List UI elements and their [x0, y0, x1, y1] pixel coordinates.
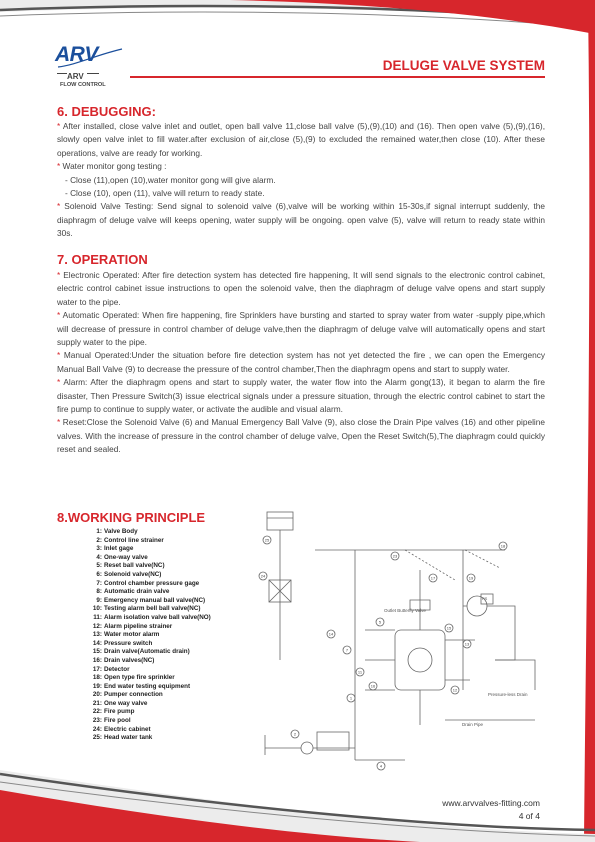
- legend-item: [80, 674, 211, 683]
- legend-number: 22:: [92, 708, 102, 716]
- legend-label: Alarm pipeline strainer: [104, 622, 173, 630]
- paragraph: * Alarm: After the diaphragm opens and start to supply water, the water flow into the Alarm gong(13), it began to alarm the fire disaster, Then Pressure Switch(3) issue electrical signals under a pressure situation, through the electric control cabinet to start the fire pump to continue to supply water, or activate the audible and visual alarm.: [57, 377, 545, 415]
- header-rule: [130, 76, 545, 78]
- control-lines: [365, 630, 395, 690]
- legend-item: [80, 717, 211, 726]
- legend-number: 11:: [93, 613, 102, 621]
- legend-label: Control chamber pressure gage: [104, 579, 200, 587]
- paragraph: * Solenoid Valve Testing: Send signal to solenoid valve (6),valve will be working within 15-30s,if signal interrupt suddenly, the diaphragm of deluge valve will keeps opening, water supply will be ongoing. open valve (5), valve will return to ready state within 30s.: [57, 201, 545, 239]
- legend-number: 13:: [92, 631, 102, 639]
- legend-item: [80, 580, 211, 589]
- fire-pump: [301, 742, 313, 754]
- system-schematic-diagram: [255, 510, 550, 772]
- document-title: DELUGE VALVE SYSTEM: [382, 58, 545, 73]
- legend-label: Reset ball valve(NC): [104, 562, 165, 570]
- legend-number: 2:: [96, 536, 102, 544]
- legend-number: 18:: [92, 674, 102, 682]
- legend-number: 25:: [92, 734, 102, 742]
- callout-number: 13: [464, 641, 470, 647]
- callout-number: 7: [345, 647, 349, 653]
- callout-number: 19: [468, 575, 474, 581]
- callout-number: 16: [370, 683, 376, 689]
- legend-label: Solenoid valve(NC): [104, 570, 162, 578]
- paragraph: * Manual Operated:Under the situation before fire detection system has not yet detected the fire , we can open the Emergency Manual Ball Valve (9) to decrease the pressure of the control chamber,Then the diaphragm opens and start to supply water.: [57, 350, 545, 374]
- callout-markers: [259, 536, 507, 770]
- fire-pool: [317, 732, 349, 750]
- logo-rule-right: [87, 73, 99, 74]
- section-title-working-principle: 8.WORKING PRINCIPLE: [57, 510, 206, 525]
- legend-number: 14:: [92, 639, 102, 647]
- sprinkler-spray: [405, 550, 500, 580]
- paragraph: - Close (11),open (10),water monitor gong will give alarm.: [65, 174, 276, 185]
- callout-number: 25: [264, 537, 270, 543]
- callout-number: 14: [328, 631, 334, 637]
- paragraph: * Water monitor gong testing :: [57, 161, 167, 172]
- legend-number: 9:: [96, 596, 102, 604]
- legend-number: 17:: [92, 665, 102, 673]
- legend-number: 10:: [92, 605, 102, 613]
- legend-number: 7:: [96, 579, 102, 587]
- legend-number: 4:: [96, 553, 102, 561]
- logo-subtitle: FLOW CONTROL: [60, 82, 106, 88]
- legend-item: [80, 657, 211, 666]
- valve-diaphragm: [408, 648, 432, 672]
- legend-label: Drain valve(Automatic drain): [104, 648, 190, 656]
- legend-label: Water motor alarm: [104, 631, 160, 639]
- legend-label: Testing alarm bell ball valve(NC): [104, 605, 201, 613]
- legend-number: 21:: [92, 699, 102, 707]
- legend-item: [80, 537, 211, 546]
- component-legend: [80, 528, 211, 743]
- callout-number: 2: [293, 731, 297, 737]
- legend-label: Open type fire sprinkler: [104, 674, 175, 682]
- legend-number: 19:: [92, 682, 102, 690]
- legend-label: Pressure switch: [104, 639, 153, 647]
- legend-item: [80, 734, 211, 743]
- pressure-less-drain: [495, 660, 535, 690]
- legend-item: [80, 648, 211, 657]
- paragraph: * After installed, close valve inlet and outlet, open ball valve 11,close ball valve (5),(9),(10) and (16). Then open valve (5),(9),(16), slowly open valve inlet to fill water.after exclusion of air,close (5),(9) to excluded the remained water,then close (10). After these operations, valve are ready for working.: [57, 121, 546, 158]
- legend-item: [80, 588, 211, 597]
- page-number: 4 of 4: [518, 811, 540, 821]
- legend-item: [80, 562, 211, 571]
- paragraph: * Automatic Operated: When fire happening, fire Sprinklers have bursting and started to spray water from water -supply pipe,which will decrease of pressure in control chamber of deluge valve,then the diaphragm of deluge valve will automatically opens and start supply water to the pipe.: [57, 310, 546, 348]
- pressure-less-drain-label: Pressure-less Drain: [488, 692, 528, 697]
- legend-label: Automatic drain valve: [104, 588, 170, 596]
- legend-label: Drain valves(NC): [104, 656, 155, 664]
- legend-label: Emergency manual ball valve(NC): [104, 596, 206, 604]
- callout-number: 17: [430, 575, 436, 581]
- legend-item: [80, 597, 211, 606]
- legend-item: [80, 554, 211, 563]
- footer-website: www.arvvalves-fitting.com: [442, 798, 540, 808]
- legend-label: Detector: [104, 665, 130, 673]
- outlet-valve-label: Outlet Butterfly Valve: [384, 608, 426, 613]
- legend-number: 12:: [92, 622, 102, 630]
- callout-number: 23: [392, 553, 398, 559]
- legend-number: 1:: [96, 528, 102, 535]
- paragraph: * Reset:Close the Solenoid Valve (6) and Manual Emergency Ball Valve (9), also close the Drain Pipe valves (16) and other pipeline valves. With the increase of pressure in the control chamber of deluge valve, Open the Reset Switch(5),The diaphragm could quickly reset and sealed.: [57, 417, 545, 455]
- legend-label: Fire pump: [104, 708, 135, 716]
- legend-label: Electric cabinet: [104, 725, 151, 733]
- legend-item: [80, 726, 211, 735]
- callout-number: 11: [357, 669, 363, 675]
- legend-item: [80, 605, 211, 614]
- callout-number: 15: [446, 625, 452, 631]
- legend-item: [80, 571, 211, 580]
- legend-label: Inlet gage: [104, 545, 134, 553]
- callout-number: 5: [378, 619, 382, 625]
- legend-label: Fire pool: [104, 717, 131, 725]
- operation-text: [57, 269, 545, 457]
- legend-item: [80, 700, 211, 709]
- legend-label: One-way valve: [104, 553, 148, 561]
- callout-number: 4: [379, 763, 383, 769]
- pressure-switch-label: PS: [482, 596, 488, 601]
- section-title-operation: 7. OPERATION: [57, 252, 148, 267]
- legend-label: Head water tank: [104, 734, 153, 742]
- legend-item: [80, 683, 211, 692]
- legend-item: [80, 623, 211, 632]
- company-logo: ARV: [55, 43, 98, 66]
- legend-item: [80, 691, 211, 700]
- legend-number: 5:: [96, 562, 102, 570]
- legend-item: [80, 528, 211, 537]
- callout-number: 18: [500, 543, 506, 549]
- legend-number: 15:: [92, 648, 102, 656]
- legend-label: End water testing equipment: [104, 682, 191, 690]
- legend-number: 23:: [92, 717, 102, 725]
- paragraph: * Electronic Operated: After fire detection system has detected fire happening, It will send signals to the electronic control cabinet, electric control cabinet issue instructions to open the solenoid valve, then the diaphragm of deluge valve opens and start supply water to the pipe.: [57, 270, 545, 307]
- legend-label: Pumper connection: [104, 691, 163, 699]
- section-title-debugging: 6. DEBUGGING:: [57, 104, 156, 119]
- legend-label: Alarm isolation valve ball valve(NO): [104, 613, 211, 621]
- legend-item: [80, 631, 211, 640]
- callout-number: 24: [260, 573, 266, 579]
- legend-number: 16:: [92, 656, 102, 664]
- head-water-tank: [267, 512, 293, 530]
- right-red-edge-decoration: [578, 0, 595, 842]
- legend-item: [80, 614, 211, 623]
- legend-item: [80, 666, 211, 675]
- logo-brand: ARV: [67, 72, 84, 81]
- legend-number: 20:: [92, 691, 102, 699]
- legend-item: [80, 708, 211, 717]
- valve-body: [395, 630, 445, 690]
- legend-number: 6:: [96, 570, 102, 578]
- legend-number: 8:: [96, 588, 102, 596]
- paragraph: - Close (10), open (11), valve will return to ready state.: [65, 188, 265, 199]
- legend-number: 24:: [92, 725, 102, 733]
- legend-item: [80, 545, 211, 554]
- logo-swoosh-icon: [56, 45, 126, 69]
- legend-number: 3:: [96, 545, 102, 553]
- legend-label: One way valve: [104, 699, 148, 707]
- callout-number: 12: [452, 687, 458, 693]
- debugging-text: [57, 120, 545, 241]
- callout-number: 1: [349, 695, 353, 701]
- logo-rule-left: [57, 73, 67, 74]
- legend-label: Control line strainer: [104, 536, 164, 544]
- legend-label: Valve Body: [104, 528, 138, 535]
- drain-pipe-label: Drain Pipe: [462, 722, 484, 727]
- legend-item: [80, 640, 211, 649]
